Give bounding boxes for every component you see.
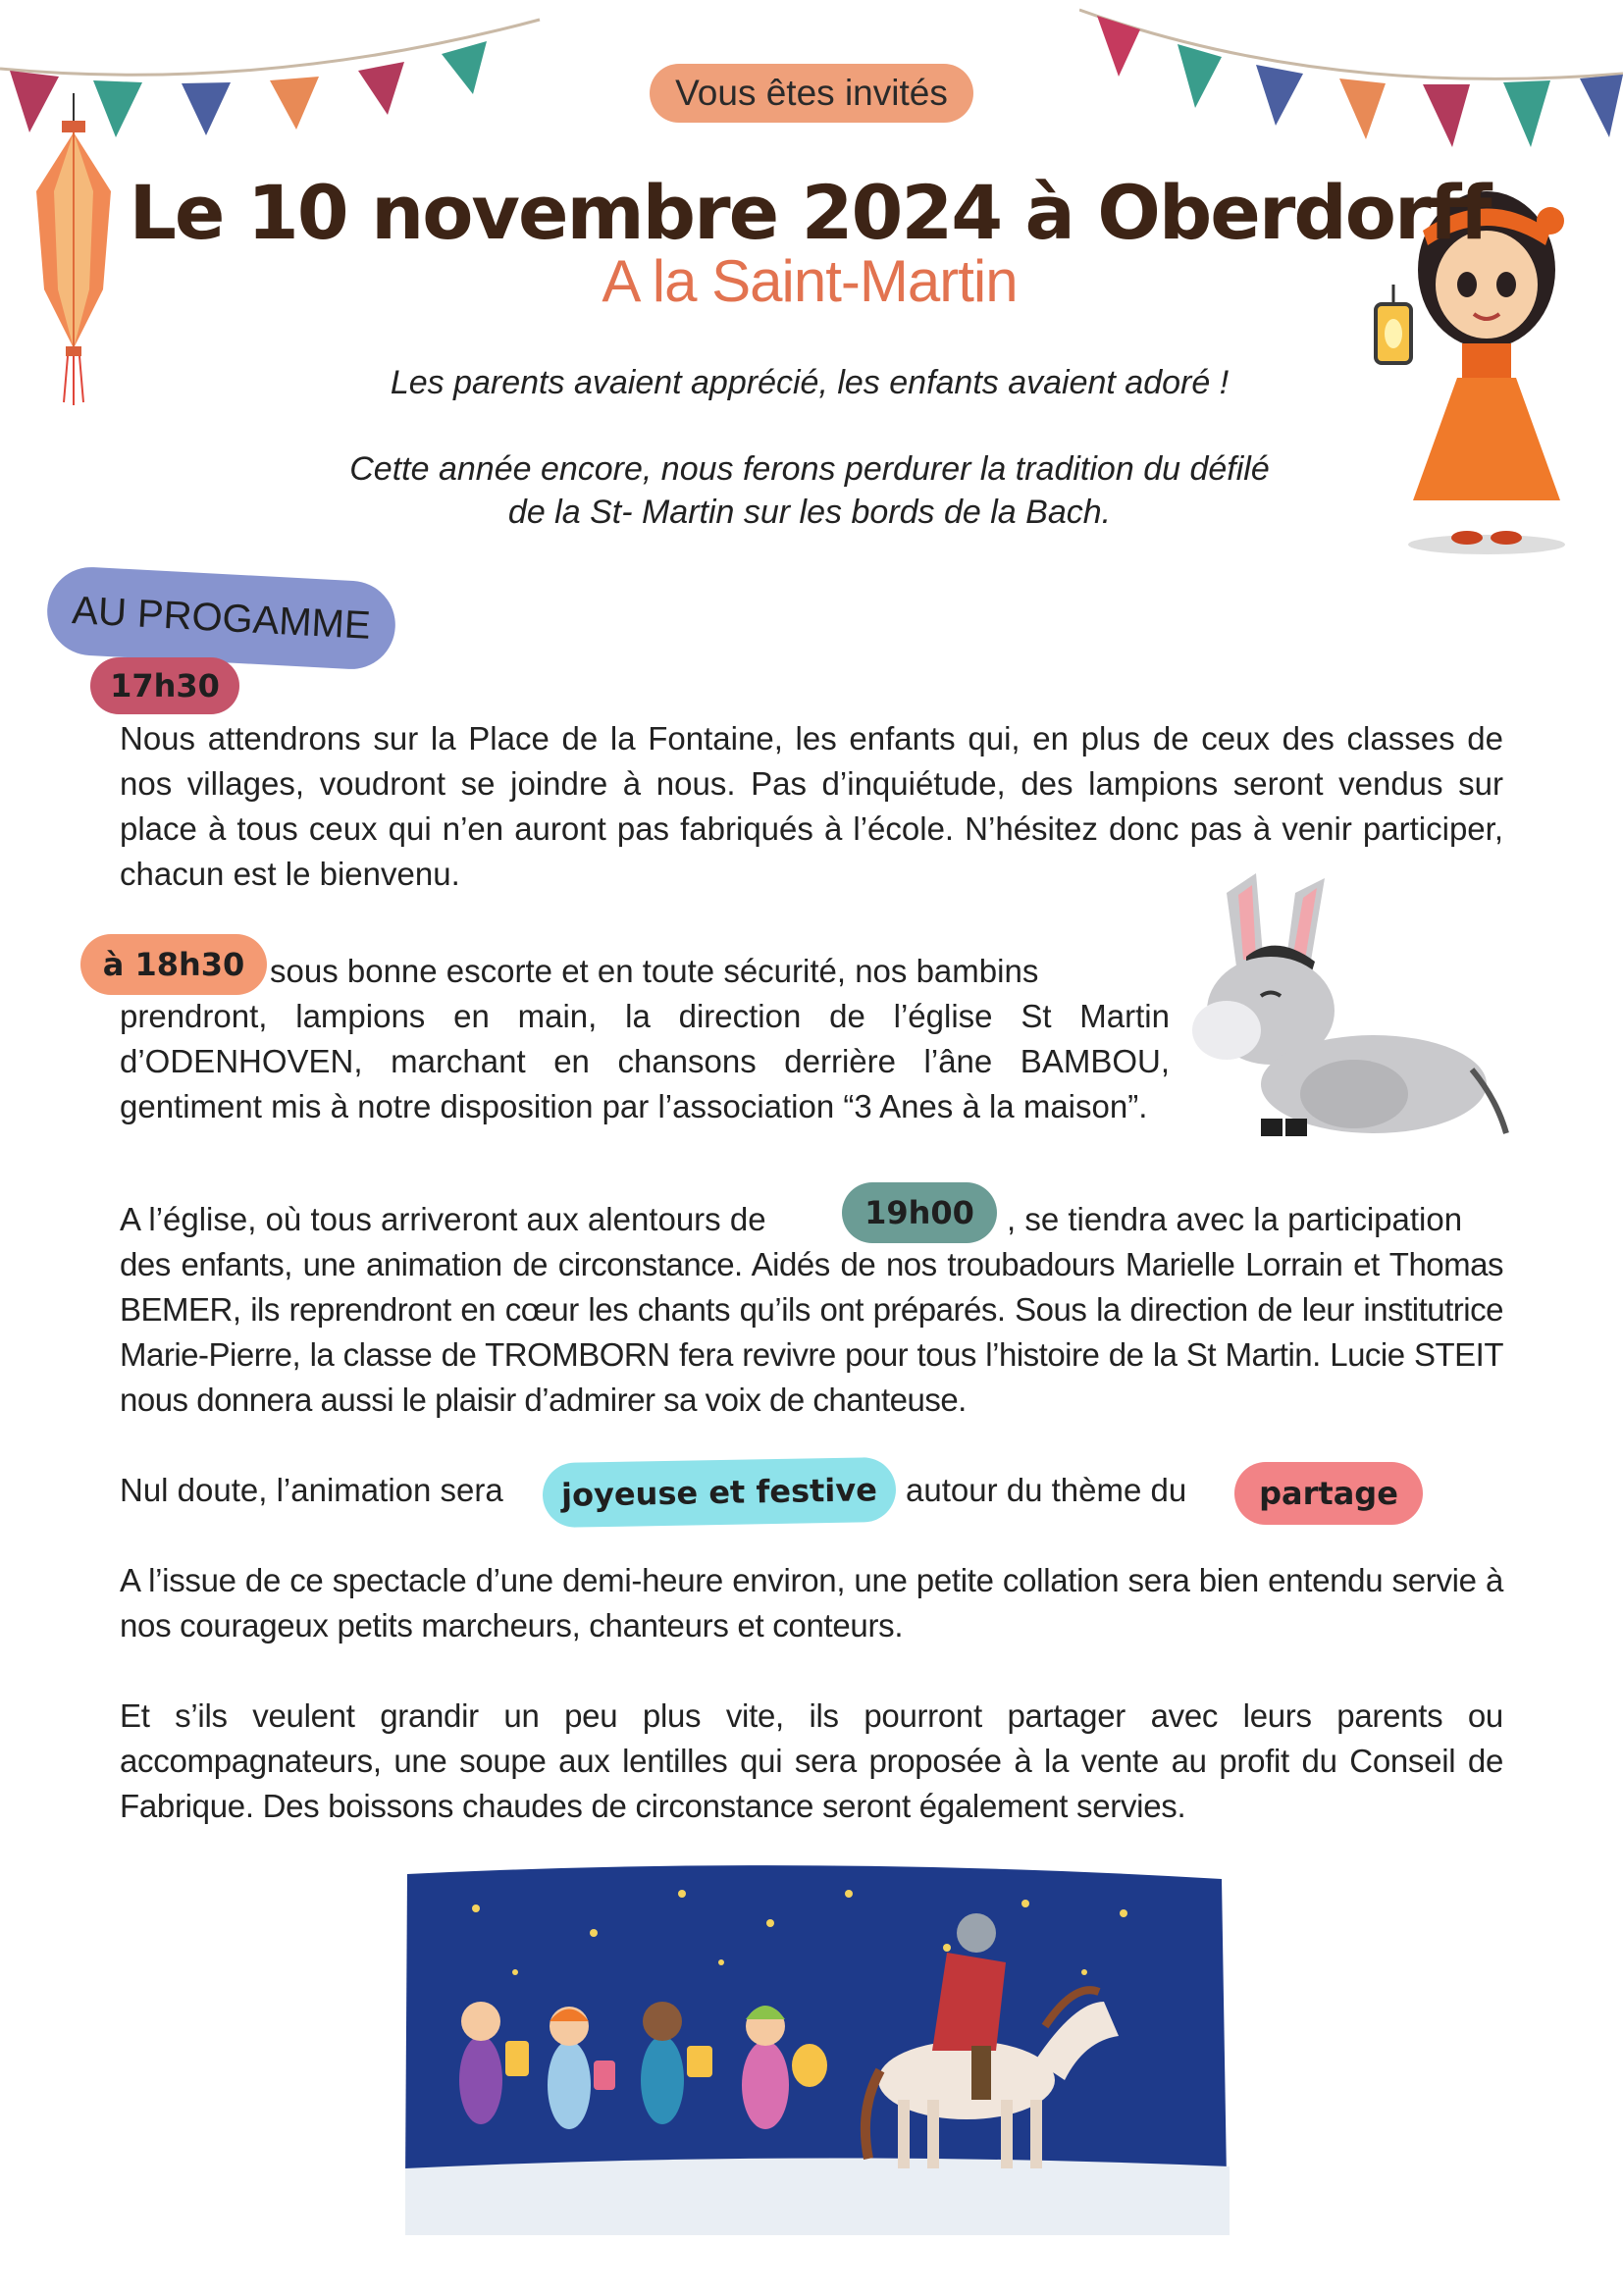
paragraph-soup: Et s’ils veulent grandir un peu plus vite, ils pourront partager avec leurs parents ou accompagnateurs, une soupe aux lentilles qui sera proposée à la vente au profit du Conseil de Fabrique. Des boissons chaudes de circonstance seront également servies. xyxy=(120,1697,1503,1824)
paragraph-escort: prendront, lampions en main, la direction de l’église St Martin d’ODENHOVEN, marchant en chansons derrière l’âne BAMBOU, gentiment mis à notre disposition par l’association “3 Anes à la maison”. xyxy=(120,998,1170,1124)
intro-line-2a: Cette année encore, nous ferons perdurer la tradition du défilé xyxy=(349,450,1270,488)
intro-line-1: Les parents avaient apprécié, les enfants avaient adoré ! xyxy=(390,364,1230,401)
time-badge-1730: 17h30 xyxy=(90,657,239,714)
program-label: AU PROGAMME xyxy=(45,565,397,671)
paragraph-collation: A l’issue de ce spectacle d’une demi-heure environ, une petite collation sera bien entendu servie à nos courageux petits marcheurs, chanteurs et conteurs. xyxy=(120,1562,1503,1644)
invite-badge: Vous êtes invités xyxy=(650,64,973,123)
paragraph-festive-mid: autour du thème du xyxy=(906,1472,1187,1508)
highlight-joyeuse-festive: joyeuse et festive xyxy=(542,1457,896,1528)
paragraph-church-tail: , se tiendra avec la participation xyxy=(1007,1201,1463,1237)
donkey-icon xyxy=(1187,873,1511,1138)
paragraph-festive-lead: Nul doute, l’animation sera xyxy=(120,1472,503,1508)
intro-line-2b: de la St- Martin sur les bords de la Bach. xyxy=(507,494,1112,531)
time-badge-1830: à 18h30 xyxy=(80,934,267,995)
paragraph-arrival: Nous attendrons sur la Place de la Fontaine, les enfants qui, en plus de ceux des classes de nos villages, voudront se joindre à nous. Pas d’inquiétude, des lampions seront vendus sur place à tous ceux qui n’en auront pas fabriqués à l’école. N’hésitez donc pas à venir participer, chacun est le bienvenu. xyxy=(120,720,1503,892)
lantern-procession-icon xyxy=(397,1854,1231,2237)
bunting-right-icon xyxy=(1079,0,1623,167)
paragraph-church-lead: A l’église, où tous arriveront aux alentours de xyxy=(120,1201,766,1237)
page-title: Le 10 novembre 2024 à Oberdorff xyxy=(129,169,1491,256)
paragraph-church: des enfants, une animation de circonstance. Aidés de nos troubadours Marielle Lorrain et Thomas BEMER, ils reprendront en cœur les chants qu’ils ont préparés. Sous la direction de leur institutrice Marie-Pierre, la classe de TROMBORN fera revivre pour tous l’histoire de la St Martin. Lucie STEIT nous donnera aussi le plaisir d’admirer sa voix de chanteuse. xyxy=(120,1246,1503,1418)
highlight-partage: partage xyxy=(1234,1462,1423,1525)
paragraph-escort-first-line: sous bonne escorte et en toute sécurité, nos bambins xyxy=(270,953,1039,989)
page-subtitle: A la Saint-Martin xyxy=(602,248,1018,314)
time-badge-1900: 19h00 xyxy=(842,1182,997,1243)
